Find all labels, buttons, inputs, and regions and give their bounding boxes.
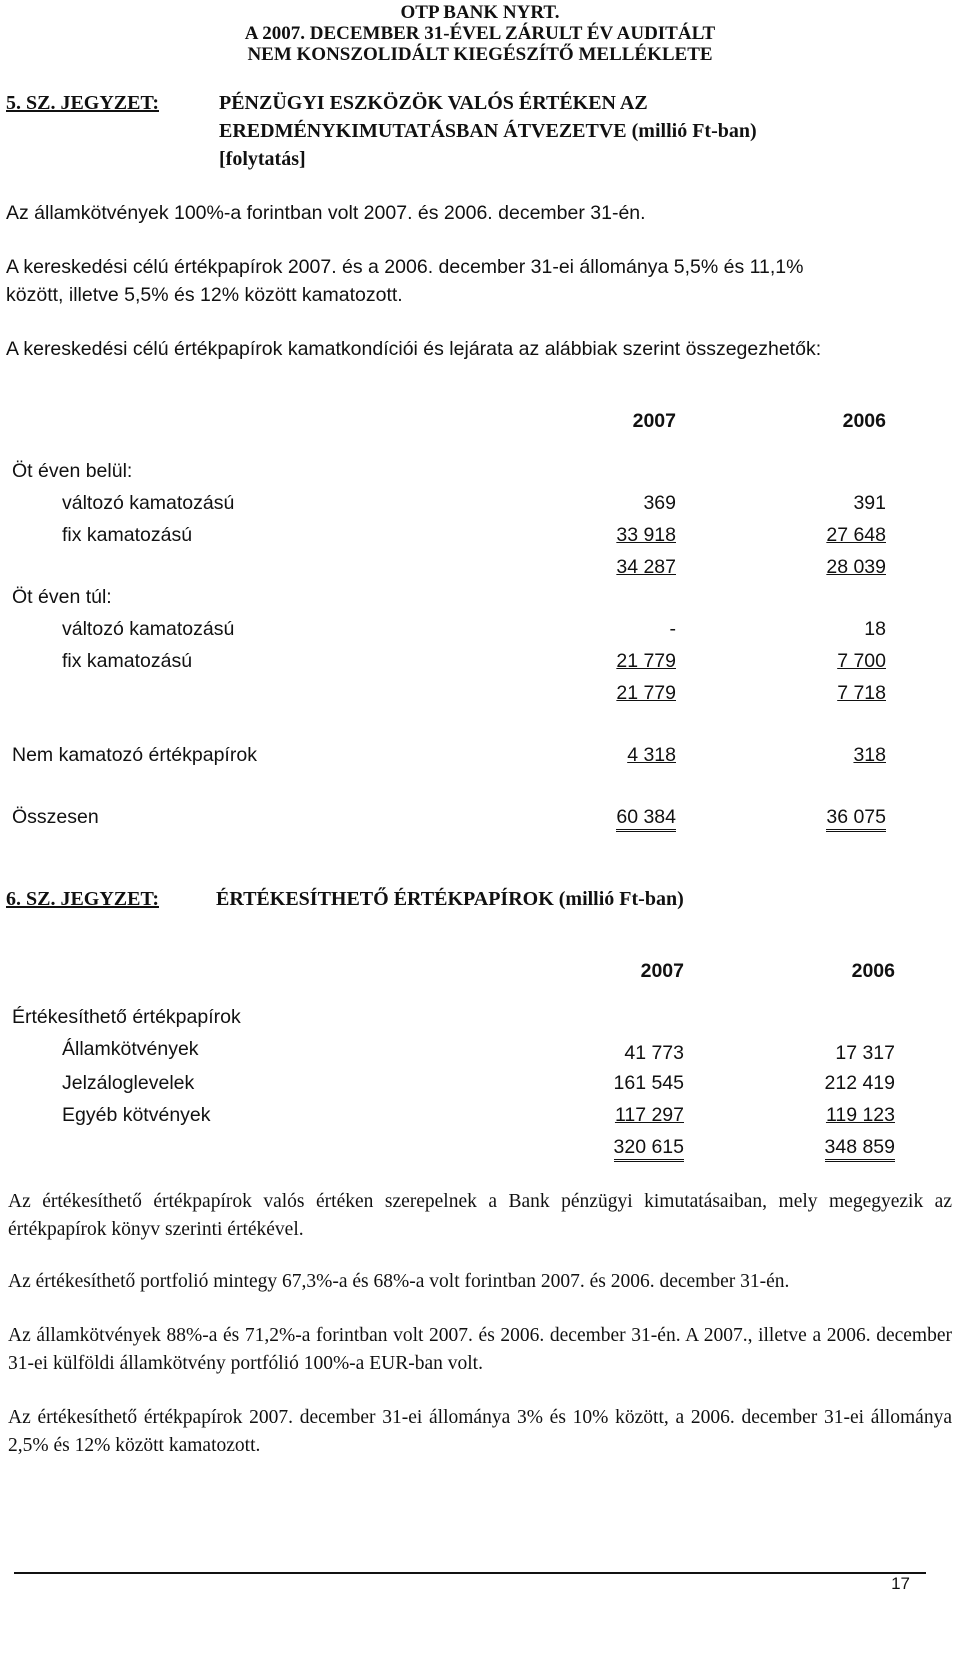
note6-paragraph-1: Az értékesíthető értékpapírok valós értéken szerepelnek a Bank pénzügyi kimutatásaiban, mely megegyezik az értékpapírok könyv szerinti értékével. xyxy=(8,1191,952,1240)
total-label: Összesen xyxy=(12,806,99,828)
table-row-label: fix kamatozású xyxy=(62,524,193,546)
note5-label: 5. SZ. JEGYZET: xyxy=(6,92,159,114)
note5-col-2007: 2007 xyxy=(632,410,676,432)
total-cell: 320 615 xyxy=(614,1136,685,1162)
table-cell: 27 648 xyxy=(826,524,886,546)
table-row-label: fix kamatozású xyxy=(62,650,193,672)
table-cell: 41 773 xyxy=(624,1042,684,1064)
note6-group-label: Értékesíthető értékpapírok xyxy=(12,1006,241,1028)
subtotal-cell: 21 779 xyxy=(616,682,676,704)
table-cell: 18 xyxy=(864,618,886,640)
table-row-label: változó kamatozású xyxy=(62,618,235,640)
table-cell: - xyxy=(669,618,676,640)
table-cell: 391 xyxy=(853,492,886,514)
note5-paragraph-1: Az államkötvények 100%-a forintban volt 2007. és 2006. december 31-én. xyxy=(6,202,646,224)
header-company: OTP BANK NYRT. xyxy=(400,2,560,23)
subtotal-cell: 28 039 xyxy=(826,556,886,578)
note5-group-over-five-years: Öt éven túl: xyxy=(12,586,112,608)
total-cell: 36 075 xyxy=(826,806,886,832)
table-row-label: Államkötvények xyxy=(62,1038,199,1060)
note5-col-2006: 2006 xyxy=(842,410,886,432)
subtotal-cell: 34 287 xyxy=(616,556,676,578)
note6-paragraph-4: Az értékesíthető értékpapírok 2007. december 31-ei állománya 3% és 10% között, a 2006. december 31-ei állománya 2,5% és 12% között kamatozott. xyxy=(8,1407,952,1456)
table-cell: 33 918 xyxy=(616,524,676,546)
table-cell: 4 318 xyxy=(627,744,676,766)
table-row-label: Egyéb kötvények xyxy=(62,1104,211,1126)
note5-title-line3: [folytatás] xyxy=(219,148,306,170)
note6-col-2006: 2006 xyxy=(851,960,895,982)
note5-paragraph-3: A kereskedési célú értékpapírok kamatkondíciói és lejárata az alábbiak szerint összegezhetők: xyxy=(6,338,822,360)
note5-group-within-five-years: Öt éven belül: xyxy=(12,460,133,482)
table-cell: 117 297 xyxy=(614,1104,684,1126)
table-cell: 318 xyxy=(853,744,886,766)
header-line2: A 2007. DECEMBER 31-ÉVEL ZÁRULT ÉV AUDITÁLT xyxy=(244,23,716,44)
note6-title: ÉRTÉKESÍTHETŐ ÉRTÉKPAPÍROK (millió Ft-ban) xyxy=(216,888,684,910)
note5-paragraph-2a: A kereskedési célú értékpapírok 2007. és a 2006. december 31-ei állománya 5,5% és 11,1% xyxy=(6,256,804,278)
footer-rule xyxy=(14,1572,926,1574)
subtotal-cell: 7 718 xyxy=(837,682,886,704)
note6-paragraph-2: Az értékesíthető portfolió mintegy 67,3%-a és 68%-a volt forintban 2007. és 2006. december 31-én. xyxy=(8,1271,790,1292)
note5-title-line2: EREDMÉNYKIMUTATÁSBAN ÁTVEZETVE (millió Ft-ban) xyxy=(219,120,757,142)
total-cell: 348 859 xyxy=(825,1136,896,1162)
table-row-label: Jelzáloglevelek xyxy=(62,1072,195,1094)
table-cell: 212 419 xyxy=(824,1072,895,1094)
table-row-label: Nem kamatozó értékpapírok xyxy=(12,744,257,766)
table-cell: 161 545 xyxy=(613,1072,684,1094)
table-cell: 17 317 xyxy=(835,1042,895,1064)
total-cell: 60 384 xyxy=(616,806,676,832)
note5-paragraph-2b: között, illetve 5,5% és 12% között kamatozott. xyxy=(6,284,403,306)
page-number: 17 xyxy=(891,1574,910,1593)
header-line3: NEM KONSZOLIDÁLT KIEGÉSZÍTŐ MELLÉKLETE xyxy=(247,44,713,65)
table-cell: 21 779 xyxy=(616,650,676,672)
table-cell: 7 700 xyxy=(837,650,886,672)
note6-col-2007: 2007 xyxy=(640,960,684,982)
table-row-label: változó kamatozású xyxy=(62,492,235,514)
note6-label: 6. SZ. JEGYZET: xyxy=(6,888,159,910)
note5-title-line1: PÉNZÜGYI ESZKÖZÖK VALÓS ÉRTÉKEN AZ xyxy=(219,92,648,114)
table-cell: 369 xyxy=(643,492,676,514)
table-cell: 119 123 xyxy=(825,1104,895,1126)
note6-paragraph-3: Az államkötvények 88%-a és 71,2%-a forintban volt 2007. és 2006. december 31-én. A 2007., illetve a 2006. december 31-ei külföldi államkötvény portfólió 100%-a EUR-ban volt. xyxy=(8,1325,952,1374)
